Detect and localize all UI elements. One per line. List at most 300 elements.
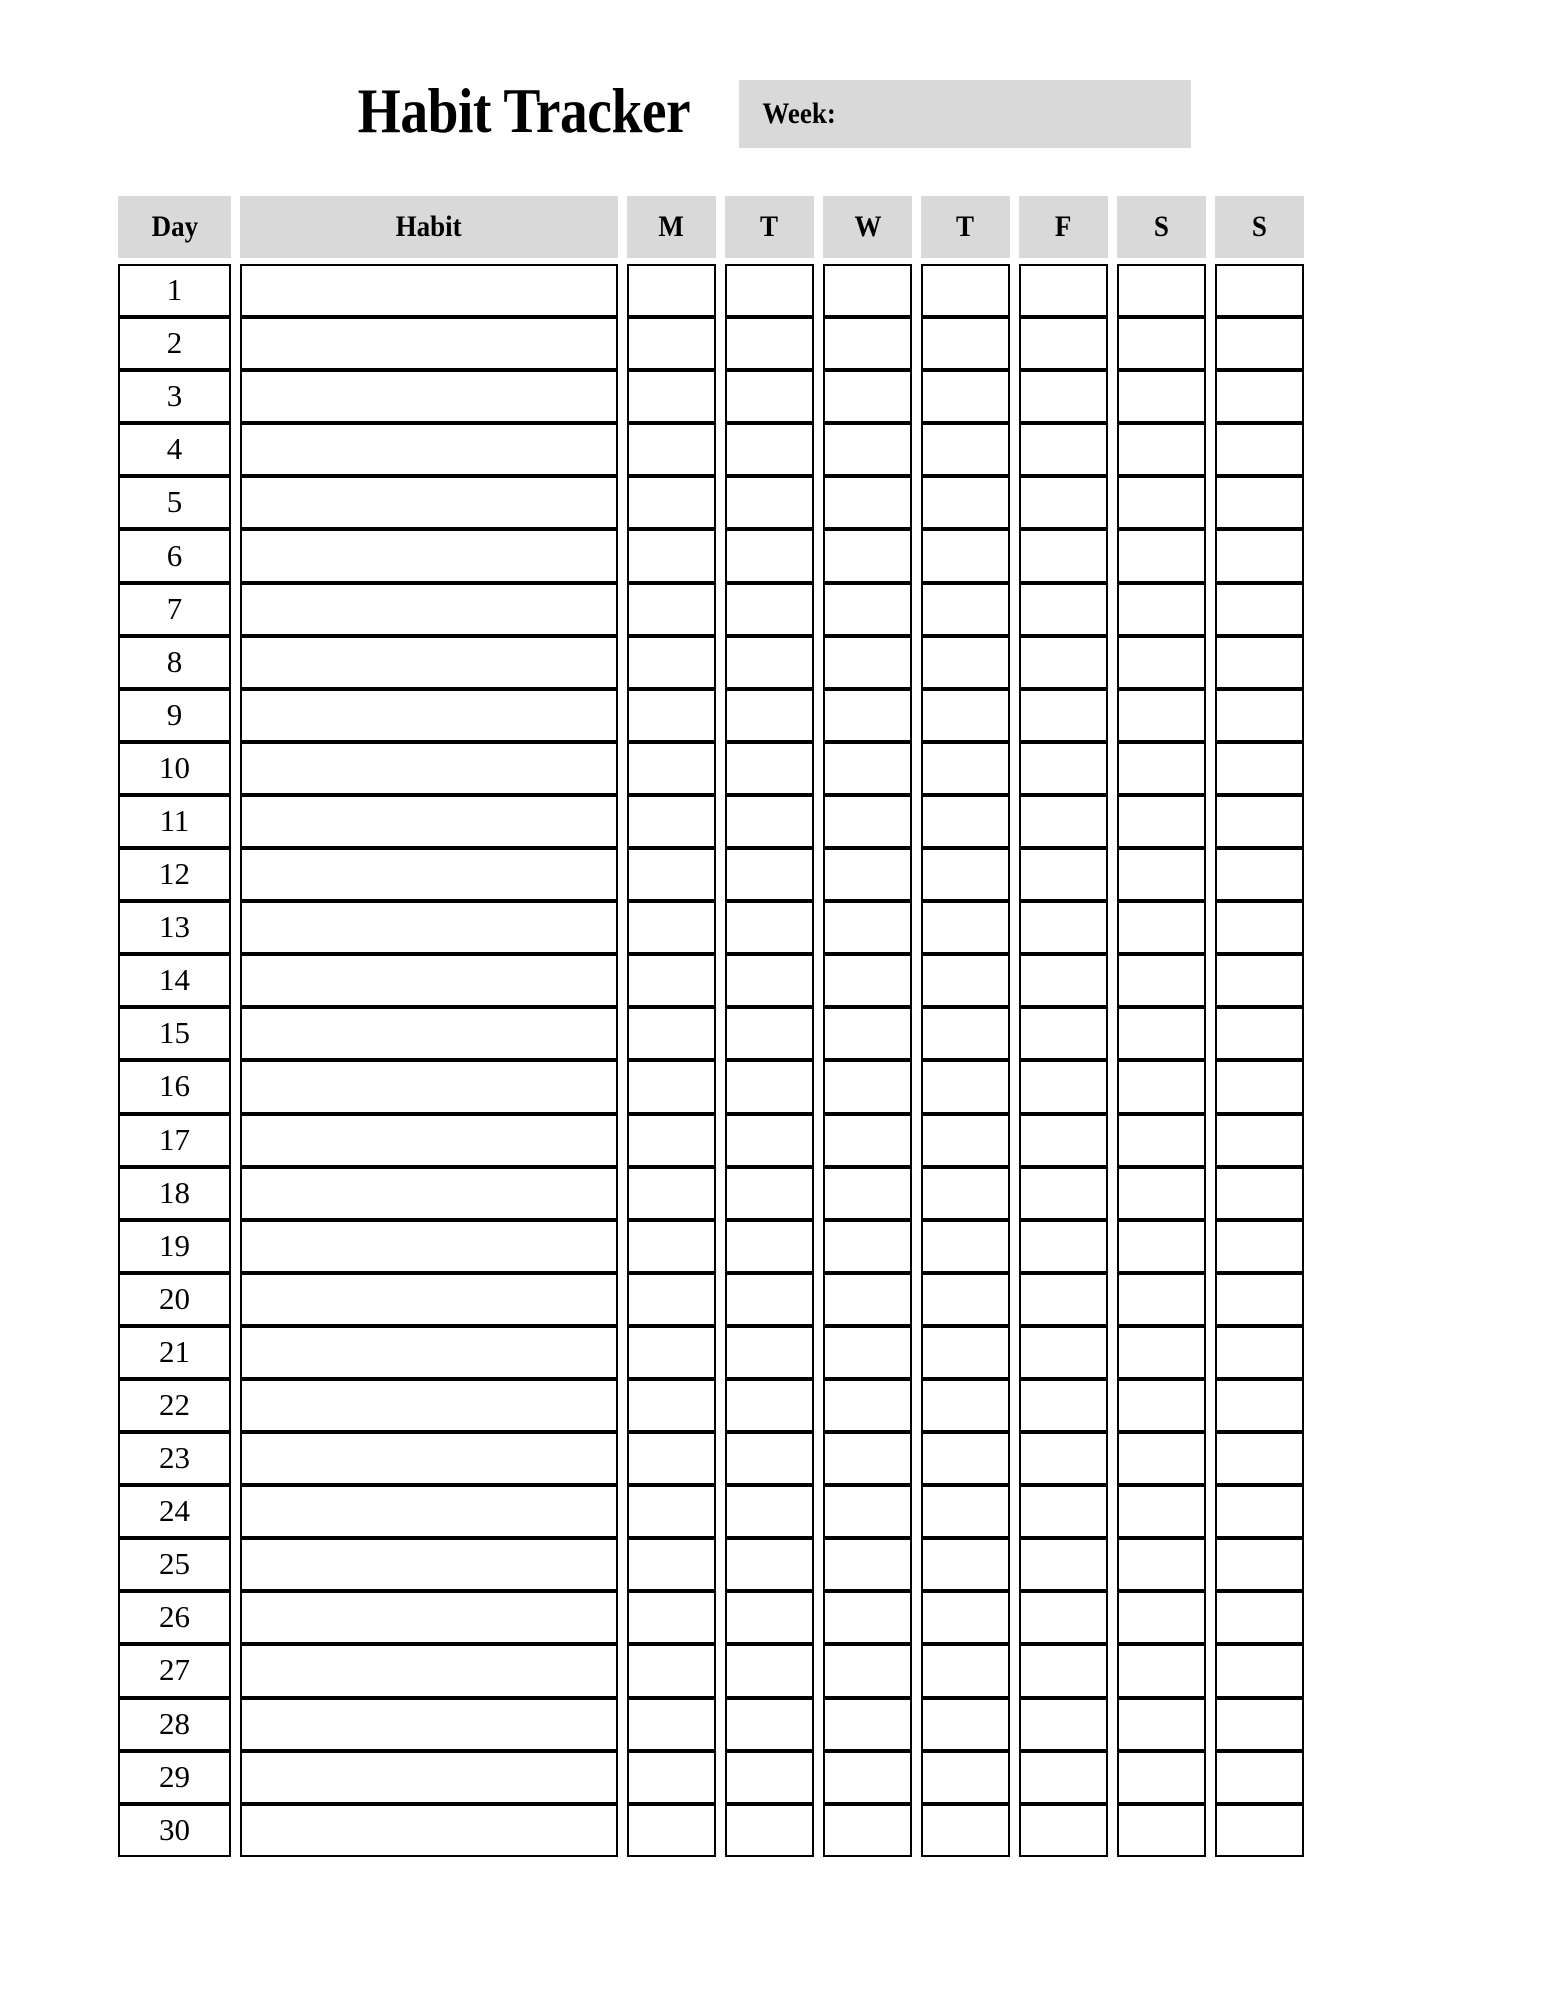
checkbox-cell-tue[interactable]: [725, 1644, 814, 1697]
habit-checkbox[interactable]: [1119, 1275, 1204, 1324]
checkbox-cell-thu[interactable]: [921, 583, 1010, 636]
habit-checkbox[interactable]: [1021, 1540, 1106, 1589]
habit-checkbox[interactable]: [1119, 1593, 1204, 1642]
checkbox-cell-wed[interactable]: [823, 1007, 912, 1060]
habit-entry-cell[interactable]: [240, 1698, 618, 1751]
checkbox-cell-thu[interactable]: [921, 317, 1010, 370]
habit-checkbox[interactable]: [629, 372, 714, 421]
habit-checkbox[interactable]: [1119, 903, 1204, 952]
habit-checkbox[interactable]: [727, 797, 812, 846]
checkbox-cell-tue[interactable]: [725, 1273, 814, 1326]
habit-checkbox[interactable]: [1217, 903, 1302, 952]
checkbox-cell-tue[interactable]: [725, 1007, 814, 1060]
checkbox-cell-mon[interactable]: [627, 423, 716, 476]
habit-checkbox[interactable]: [1119, 425, 1204, 474]
checkbox-cell-thu[interactable]: [921, 636, 1010, 689]
checkbox-cell-fri[interactable]: [1019, 583, 1108, 636]
checkbox-cell-sun[interactable]: [1215, 848, 1304, 901]
habit-checkbox[interactable]: [923, 1540, 1008, 1589]
checkbox-cell-fri[interactable]: [1019, 1273, 1108, 1326]
checkbox-cell-sun[interactable]: [1215, 1060, 1304, 1113]
checkbox-cell-tue[interactable]: [725, 689, 814, 742]
habit-checkbox[interactable]: [1119, 797, 1204, 846]
habit-checkbox[interactable]: [727, 425, 812, 474]
habit-entry-cell[interactable]: [240, 1060, 618, 1113]
habit-checkbox[interactable]: [629, 1434, 714, 1483]
habit-checkbox[interactable]: [727, 1806, 812, 1855]
habit-checkbox[interactable]: [825, 1806, 910, 1855]
habit-checkbox[interactable]: [1021, 850, 1106, 899]
habit-checkbox[interactable]: [1021, 425, 1106, 474]
habit-checkbox[interactable]: [1217, 1487, 1302, 1536]
checkbox-cell-sun[interactable]: [1215, 1379, 1304, 1432]
habit-entry-input[interactable]: [242, 478, 616, 527]
habit-checkbox[interactable]: [825, 638, 910, 687]
habit-entry-cell[interactable]: [240, 476, 618, 529]
habit-checkbox[interactable]: [1217, 691, 1302, 740]
checkbox-cell-wed[interactable]: [823, 1538, 912, 1591]
checkbox-cell-sun[interactable]: [1215, 264, 1304, 317]
habit-checkbox[interactable]: [923, 1009, 1008, 1058]
checkbox-cell-thu[interactable]: [921, 1167, 1010, 1220]
habit-checkbox[interactable]: [1021, 1116, 1106, 1165]
habit-entry-input[interactable]: [242, 1116, 616, 1165]
habit-checkbox[interactable]: [825, 1700, 910, 1749]
habit-checkbox[interactable]: [1217, 1116, 1302, 1165]
habit-checkbox[interactable]: [1021, 478, 1106, 527]
habit-checkbox[interactable]: [1119, 478, 1204, 527]
habit-checkbox[interactable]: [1119, 1806, 1204, 1855]
checkbox-cell-tue[interactable]: [725, 848, 814, 901]
habit-checkbox[interactable]: [923, 744, 1008, 793]
habit-checkbox[interactable]: [629, 744, 714, 793]
checkbox-cell-sat[interactable]: [1117, 1644, 1206, 1697]
checkbox-cell-sat[interactable]: [1117, 742, 1206, 795]
habit-checkbox[interactable]: [1119, 1381, 1204, 1430]
habit-entry-input[interactable]: [242, 531, 616, 580]
checkbox-cell-tue[interactable]: [725, 795, 814, 848]
habit-checkbox[interactable]: [1217, 1062, 1302, 1111]
habit-entry-cell[interactable]: [240, 1379, 618, 1432]
checkbox-cell-mon[interactable]: [627, 689, 716, 742]
habit-checkbox[interactable]: [923, 425, 1008, 474]
checkbox-cell-thu[interactable]: [921, 742, 1010, 795]
checkbox-cell-sun[interactable]: [1215, 317, 1304, 370]
week-input-field[interactable]: [739, 80, 1191, 148]
checkbox-cell-sat[interactable]: [1117, 1804, 1206, 1857]
checkbox-cell-fri[interactable]: [1019, 1007, 1108, 1060]
checkbox-cell-thu[interactable]: [921, 1379, 1010, 1432]
habit-entry-cell[interactable]: [240, 795, 618, 848]
habit-checkbox[interactable]: [1021, 1593, 1106, 1642]
habit-checkbox[interactable]: [1119, 1700, 1204, 1749]
habit-entry-cell[interactable]: [240, 1591, 618, 1644]
checkbox-cell-tue[interactable]: [725, 954, 814, 1007]
checkbox-cell-tue[interactable]: [725, 1432, 814, 1485]
checkbox-cell-sun[interactable]: [1215, 689, 1304, 742]
checkbox-cell-tue[interactable]: [725, 636, 814, 689]
checkbox-cell-thu[interactable]: [921, 1698, 1010, 1751]
habit-entry-input[interactable]: [242, 1169, 616, 1218]
habit-checkbox[interactable]: [727, 744, 812, 793]
checkbox-cell-tue[interactable]: [725, 1485, 814, 1538]
habit-entry-cell[interactable]: [240, 529, 618, 582]
habit-checkbox[interactable]: [1021, 1222, 1106, 1271]
checkbox-cell-wed[interactable]: [823, 689, 912, 742]
checkbox-cell-sat[interactable]: [1117, 264, 1206, 317]
habit-checkbox[interactable]: [1021, 1009, 1106, 1058]
habit-checkbox[interactable]: [825, 372, 910, 421]
checkbox-cell-sat[interactable]: [1117, 1538, 1206, 1591]
habit-entry-input[interactable]: [242, 1646, 616, 1695]
habit-entry-input[interactable]: [242, 1700, 616, 1749]
habit-checkbox[interactable]: [1021, 691, 1106, 740]
habit-checkbox[interactable]: [629, 956, 714, 1005]
habit-checkbox[interactable]: [1119, 1328, 1204, 1377]
checkbox-cell-mon[interactable]: [627, 1485, 716, 1538]
checkbox-cell-mon[interactable]: [627, 264, 716, 317]
habit-entry-cell[interactable]: [240, 636, 618, 689]
checkbox-cell-fri[interactable]: [1019, 423, 1108, 476]
habit-checkbox[interactable]: [825, 850, 910, 899]
checkbox-cell-fri[interactable]: [1019, 1167, 1108, 1220]
habit-entry-input[interactable]: [242, 1381, 616, 1430]
checkbox-cell-thu[interactable]: [921, 1485, 1010, 1538]
habit-checkbox[interactable]: [923, 691, 1008, 740]
habit-entry-input[interactable]: [242, 903, 616, 952]
checkbox-cell-mon[interactable]: [627, 1804, 716, 1857]
checkbox-cell-sat[interactable]: [1117, 954, 1206, 1007]
habit-checkbox[interactable]: [923, 1116, 1008, 1165]
habit-entry-input[interactable]: [242, 1009, 616, 1058]
habit-checkbox[interactable]: [629, 1169, 714, 1218]
habit-entry-input[interactable]: [242, 372, 616, 421]
habit-checkbox[interactable]: [1021, 266, 1106, 315]
habit-checkbox[interactable]: [629, 797, 714, 846]
habit-checkbox[interactable]: [825, 1646, 910, 1695]
checkbox-cell-mon[interactable]: [627, 1379, 716, 1432]
checkbox-cell-fri[interactable]: [1019, 1644, 1108, 1697]
checkbox-cell-wed[interactable]: [823, 1060, 912, 1113]
checkbox-cell-sat[interactable]: [1117, 1485, 1206, 1538]
habit-checkbox[interactable]: [727, 691, 812, 740]
checkbox-cell-thu[interactable]: [921, 264, 1010, 317]
checkbox-cell-sun[interactable]: [1215, 1538, 1304, 1591]
checkbox-cell-sun[interactable]: [1215, 1804, 1304, 1857]
checkbox-cell-mon[interactable]: [627, 529, 716, 582]
habit-entry-input[interactable]: [242, 956, 616, 1005]
checkbox-cell-thu[interactable]: [921, 848, 1010, 901]
habit-checkbox[interactable]: [825, 1222, 910, 1271]
habit-checkbox[interactable]: [923, 956, 1008, 1005]
habit-checkbox[interactable]: [1217, 1275, 1302, 1324]
habit-checkbox[interactable]: [1217, 1753, 1302, 1802]
habit-checkbox[interactable]: [923, 903, 1008, 952]
checkbox-cell-thu[interactable]: [921, 1751, 1010, 1804]
habit-checkbox[interactable]: [923, 1700, 1008, 1749]
habit-checkbox[interactable]: [1021, 1646, 1106, 1695]
checkbox-cell-sat[interactable]: [1117, 689, 1206, 742]
checkbox-cell-sun[interactable]: [1215, 1326, 1304, 1379]
checkbox-cell-sun[interactable]: [1215, 1220, 1304, 1273]
habit-checkbox[interactable]: [923, 1593, 1008, 1642]
checkbox-cell-sat[interactable]: [1117, 1326, 1206, 1379]
habit-checkbox[interactable]: [923, 638, 1008, 687]
habit-checkbox[interactable]: [629, 638, 714, 687]
habit-checkbox[interactable]: [1021, 319, 1106, 368]
habit-checkbox[interactable]: [1119, 531, 1204, 580]
habit-checkbox[interactable]: [727, 1646, 812, 1695]
habit-checkbox[interactable]: [825, 1381, 910, 1430]
habit-checkbox[interactable]: [825, 531, 910, 580]
checkbox-cell-sat[interactable]: [1117, 529, 1206, 582]
habit-checkbox[interactable]: [825, 691, 910, 740]
habit-entry-input[interactable]: [242, 1753, 616, 1802]
habit-checkbox[interactable]: [923, 1275, 1008, 1324]
habit-checkbox[interactable]: [923, 478, 1008, 527]
habit-checkbox[interactable]: [629, 478, 714, 527]
checkbox-cell-sat[interactable]: [1117, 583, 1206, 636]
habit-checkbox[interactable]: [1021, 1169, 1106, 1218]
habit-checkbox[interactable]: [923, 1434, 1008, 1483]
habit-checkbox[interactable]: [923, 1646, 1008, 1695]
habit-checkbox[interactable]: [825, 956, 910, 1005]
habit-checkbox[interactable]: [1217, 1700, 1302, 1749]
habit-checkbox[interactable]: [1119, 319, 1204, 368]
checkbox-cell-thu[interactable]: [921, 1060, 1010, 1113]
checkbox-cell-tue[interactable]: [725, 1220, 814, 1273]
checkbox-cell-mon[interactable]: [627, 1007, 716, 1060]
habit-entry-cell[interactable]: [240, 1432, 618, 1485]
checkbox-cell-fri[interactable]: [1019, 529, 1108, 582]
checkbox-cell-wed[interactable]: [823, 1591, 912, 1644]
checkbox-cell-tue[interactable]: [725, 1751, 814, 1804]
habit-entry-input[interactable]: [242, 638, 616, 687]
habit-checkbox[interactable]: [1217, 1434, 1302, 1483]
habit-checkbox[interactable]: [1217, 1806, 1302, 1855]
checkbox-cell-wed[interactable]: [823, 954, 912, 1007]
checkbox-cell-sun[interactable]: [1215, 370, 1304, 423]
habit-checkbox[interactable]: [1217, 585, 1302, 634]
habit-entry-cell[interactable]: [240, 1485, 618, 1538]
habit-checkbox[interactable]: [1217, 266, 1302, 315]
habit-checkbox[interactable]: [1119, 585, 1204, 634]
habit-checkbox[interactable]: [923, 1753, 1008, 1802]
checkbox-cell-wed[interactable]: [823, 476, 912, 529]
habit-checkbox[interactable]: [727, 1062, 812, 1111]
habit-checkbox[interactable]: [923, 850, 1008, 899]
habit-entry-cell[interactable]: [240, 317, 618, 370]
checkbox-cell-wed[interactable]: [823, 1644, 912, 1697]
checkbox-cell-sun[interactable]: [1215, 636, 1304, 689]
checkbox-cell-mon[interactable]: [627, 1432, 716, 1485]
checkbox-cell-wed[interactable]: [823, 1273, 912, 1326]
habit-checkbox[interactable]: [825, 1434, 910, 1483]
habit-checkbox[interactable]: [1021, 744, 1106, 793]
habit-checkbox[interactable]: [629, 1222, 714, 1271]
habit-checkbox[interactable]: [1119, 956, 1204, 1005]
habit-checkbox[interactable]: [629, 1116, 714, 1165]
checkbox-cell-sat[interactable]: [1117, 795, 1206, 848]
checkbox-cell-fri[interactable]: [1019, 317, 1108, 370]
checkbox-cell-thu[interactable]: [921, 476, 1010, 529]
habit-checkbox[interactable]: [1119, 1434, 1204, 1483]
habit-checkbox[interactable]: [825, 1487, 910, 1536]
checkbox-cell-tue[interactable]: [725, 1114, 814, 1167]
habit-checkbox[interactable]: [727, 1381, 812, 1430]
habit-checkbox[interactable]: [1217, 425, 1302, 474]
checkbox-cell-wed[interactable]: [823, 317, 912, 370]
checkbox-cell-fri[interactable]: [1019, 742, 1108, 795]
habit-checkbox[interactable]: [629, 1753, 714, 1802]
checkbox-cell-wed[interactable]: [823, 1167, 912, 1220]
habit-checkbox[interactable]: [1021, 956, 1106, 1005]
checkbox-cell-fri[interactable]: [1019, 1804, 1108, 1857]
checkbox-cell-tue[interactable]: [725, 901, 814, 954]
checkbox-cell-sun[interactable]: [1215, 476, 1304, 529]
checkbox-cell-fri[interactable]: [1019, 370, 1108, 423]
habit-checkbox[interactable]: [1119, 744, 1204, 793]
habit-checkbox[interactable]: [629, 1540, 714, 1589]
checkbox-cell-thu[interactable]: [921, 1114, 1010, 1167]
checkbox-cell-sat[interactable]: [1117, 1007, 1206, 1060]
habit-checkbox[interactable]: [727, 478, 812, 527]
checkbox-cell-tue[interactable]: [725, 370, 814, 423]
checkbox-cell-fri[interactable]: [1019, 636, 1108, 689]
habit-checkbox[interactable]: [1021, 1753, 1106, 1802]
checkbox-cell-thu[interactable]: [921, 1007, 1010, 1060]
habit-checkbox[interactable]: [629, 1487, 714, 1536]
checkbox-cell-wed[interactable]: [823, 742, 912, 795]
habit-entry-input[interactable]: [242, 319, 616, 368]
habit-checkbox[interactable]: [727, 585, 812, 634]
checkbox-cell-sun[interactable]: [1215, 901, 1304, 954]
habit-checkbox[interactable]: [1217, 1009, 1302, 1058]
habit-checkbox[interactable]: [727, 1169, 812, 1218]
habit-checkbox[interactable]: [825, 1275, 910, 1324]
habit-entry-cell[interactable]: [240, 1804, 618, 1857]
checkbox-cell-fri[interactable]: [1019, 1220, 1108, 1273]
checkbox-cell-fri[interactable]: [1019, 954, 1108, 1007]
checkbox-cell-mon[interactable]: [627, 636, 716, 689]
habit-checkbox[interactable]: [1217, 638, 1302, 687]
habit-entry-cell[interactable]: [240, 901, 618, 954]
checkbox-cell-sun[interactable]: [1215, 423, 1304, 476]
checkbox-cell-wed[interactable]: [823, 583, 912, 636]
habit-checkbox[interactable]: [1021, 1328, 1106, 1377]
checkbox-cell-fri[interactable]: [1019, 795, 1108, 848]
habit-checkbox[interactable]: [727, 1328, 812, 1377]
habit-checkbox[interactable]: [1217, 797, 1302, 846]
habit-checkbox[interactable]: [825, 744, 910, 793]
checkbox-cell-tue[interactable]: [725, 529, 814, 582]
habit-checkbox[interactable]: [825, 425, 910, 474]
habit-checkbox[interactable]: [727, 1593, 812, 1642]
habit-checkbox[interactable]: [1217, 850, 1302, 899]
habit-checkbox[interactable]: [825, 266, 910, 315]
checkbox-cell-sun[interactable]: [1215, 529, 1304, 582]
checkbox-cell-tue[interactable]: [725, 264, 814, 317]
habit-checkbox[interactable]: [825, 1593, 910, 1642]
habit-checkbox[interactable]: [1119, 1753, 1204, 1802]
checkbox-cell-thu[interactable]: [921, 423, 1010, 476]
habit-entry-cell[interactable]: [240, 423, 618, 476]
habit-checkbox[interactable]: [1119, 1222, 1204, 1271]
checkbox-cell-wed[interactable]: [823, 1326, 912, 1379]
habit-checkbox[interactable]: [923, 319, 1008, 368]
habit-entry-input[interactable]: [242, 425, 616, 474]
checkbox-cell-sun[interactable]: [1215, 1751, 1304, 1804]
checkbox-cell-fri[interactable]: [1019, 689, 1108, 742]
checkbox-cell-thu[interactable]: [921, 954, 1010, 1007]
habit-checkbox[interactable]: [825, 478, 910, 527]
habit-entry-cell[interactable]: [240, 583, 618, 636]
habit-checkbox[interactable]: [727, 638, 812, 687]
checkbox-cell-fri[interactable]: [1019, 1698, 1108, 1751]
habit-checkbox[interactable]: [1217, 1222, 1302, 1271]
checkbox-cell-wed[interactable]: [823, 901, 912, 954]
habit-checkbox[interactable]: [1119, 1116, 1204, 1165]
checkbox-cell-sun[interactable]: [1215, 1432, 1304, 1485]
habit-checkbox[interactable]: [923, 1487, 1008, 1536]
checkbox-cell-fri[interactable]: [1019, 264, 1108, 317]
habit-checkbox[interactable]: [629, 531, 714, 580]
checkbox-cell-fri[interactable]: [1019, 1485, 1108, 1538]
habit-checkbox[interactable]: [727, 1116, 812, 1165]
checkbox-cell-thu[interactable]: [921, 529, 1010, 582]
habit-entry-input[interactable]: [242, 1222, 616, 1271]
checkbox-cell-wed[interactable]: [823, 264, 912, 317]
habit-entry-input[interactable]: [242, 744, 616, 793]
checkbox-cell-mon[interactable]: [627, 1273, 716, 1326]
habit-checkbox[interactable]: [727, 1275, 812, 1324]
habit-entry-cell[interactable]: [240, 1751, 618, 1804]
habit-checkbox[interactable]: [1217, 1593, 1302, 1642]
checkbox-cell-sat[interactable]: [1117, 1114, 1206, 1167]
checkbox-cell-fri[interactable]: [1019, 1538, 1108, 1591]
checkbox-cell-wed[interactable]: [823, 529, 912, 582]
habit-checkbox[interactable]: [1021, 903, 1106, 952]
habit-checkbox[interactable]: [727, 1434, 812, 1483]
checkbox-cell-mon[interactable]: [627, 1326, 716, 1379]
checkbox-cell-fri[interactable]: [1019, 476, 1108, 529]
habit-checkbox[interactable]: [923, 585, 1008, 634]
checkbox-cell-mon[interactable]: [627, 954, 716, 1007]
habit-checkbox[interactable]: [1119, 850, 1204, 899]
habit-checkbox[interactable]: [629, 585, 714, 634]
checkbox-cell-wed[interactable]: [823, 1220, 912, 1273]
habit-entry-cell[interactable]: [240, 742, 618, 795]
checkbox-cell-tue[interactable]: [725, 1326, 814, 1379]
habit-checkbox[interactable]: [727, 531, 812, 580]
habit-checkbox[interactable]: [629, 903, 714, 952]
checkbox-cell-sun[interactable]: [1215, 1273, 1304, 1326]
habit-checkbox[interactable]: [727, 372, 812, 421]
habit-checkbox[interactable]: [825, 1062, 910, 1111]
habit-checkbox[interactable]: [1217, 744, 1302, 793]
habit-checkbox[interactable]: [629, 1593, 714, 1642]
habit-checkbox[interactable]: [1021, 1434, 1106, 1483]
habit-entry-input[interactable]: [242, 1593, 616, 1642]
habit-checkbox[interactable]: [1119, 691, 1204, 740]
checkbox-cell-wed[interactable]: [823, 1485, 912, 1538]
checkbox-cell-fri[interactable]: [1019, 1060, 1108, 1113]
habit-entry-cell[interactable]: [240, 1644, 618, 1697]
habit-checkbox[interactable]: [1217, 956, 1302, 1005]
habit-checkbox[interactable]: [825, 1540, 910, 1589]
checkbox-cell-tue[interactable]: [725, 742, 814, 795]
habit-checkbox[interactable]: [1217, 372, 1302, 421]
